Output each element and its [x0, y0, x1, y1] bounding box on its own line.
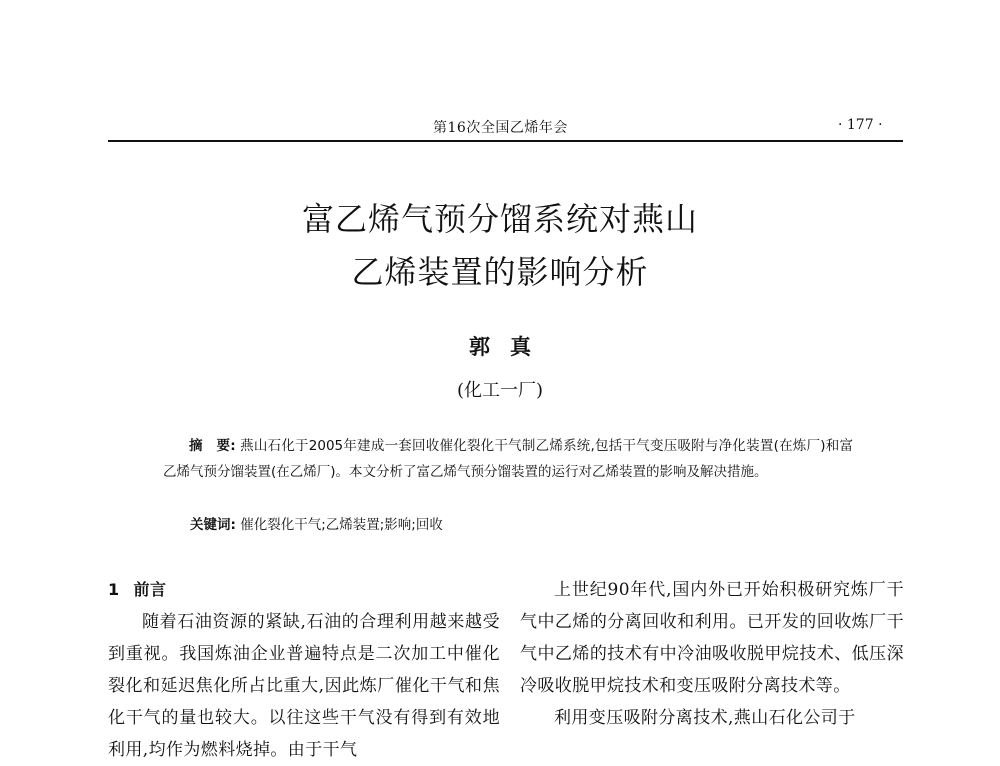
- page-number: · 177 ·: [838, 117, 883, 133]
- abstract-label: 摘 要:: [189, 438, 236, 454]
- abstract: [163, 433, 853, 485]
- body-paragraph-right-1: 上世纪90年代,国内外已开始积极研究炼厂干气中乙烯的分离回收和利用。已开发的回收炼厂干气中乙烯的技术有中冷油吸收脱甲烷技术、低压深冷吸收脱甲烷技术和变压吸附分离技术等。: [520, 580, 904, 696]
- body-column-left: [108, 574, 500, 766]
- section-title: 前言: [133, 580, 167, 599]
- section-heading: [108, 574, 500, 606]
- keywords-label: 关键词:: [190, 517, 236, 533]
- title-line-2: 乙烯装置的影响分析: [351, 253, 649, 291]
- header-rule: [108, 140, 903, 142]
- body-column-right: [520, 574, 904, 734]
- keywords: [190, 512, 850, 538]
- section-number: 1: [108, 580, 120, 599]
- body-paragraph-left: 随着石油资源的紧缺,石油的合理利用越来越受到重视。我国炼油企业普遍特点是二次加工中催化裂化和延迟焦化所占比重大,因此炼厂催化干气和焦化干气的量也较大。以往这些干气没有得到有效地利用,均作为燃料烧掉。由于干气: [108, 612, 500, 760]
- keywords-text: 催化裂化干气;乙烯装置;影响;回收: [240, 517, 443, 533]
- body-paragraph-right-2: 利用变压吸附分离技术,燕山石化公司于: [554, 708, 856, 728]
- conference-name: 第16次全国乙烯年会: [433, 120, 568, 136]
- author-name: 郭真: [469, 334, 551, 359]
- author-affiliation: (化工一厂): [456, 380, 544, 401]
- title-line-1: 富乙烯气预分馏系统对燕山: [301, 200, 698, 238]
- abstract-text: 燕山石化于2005年建成一套回收催化裂化干气制乙烯系统,包括干气变压吸附与净化装置(在炼厂)和富乙烯气预分馏装置(在乙烯厂)。本文分析了富乙烯气预分馏装置的运行对乙烯装置的影响及解决措施。: [163, 438, 853, 480]
